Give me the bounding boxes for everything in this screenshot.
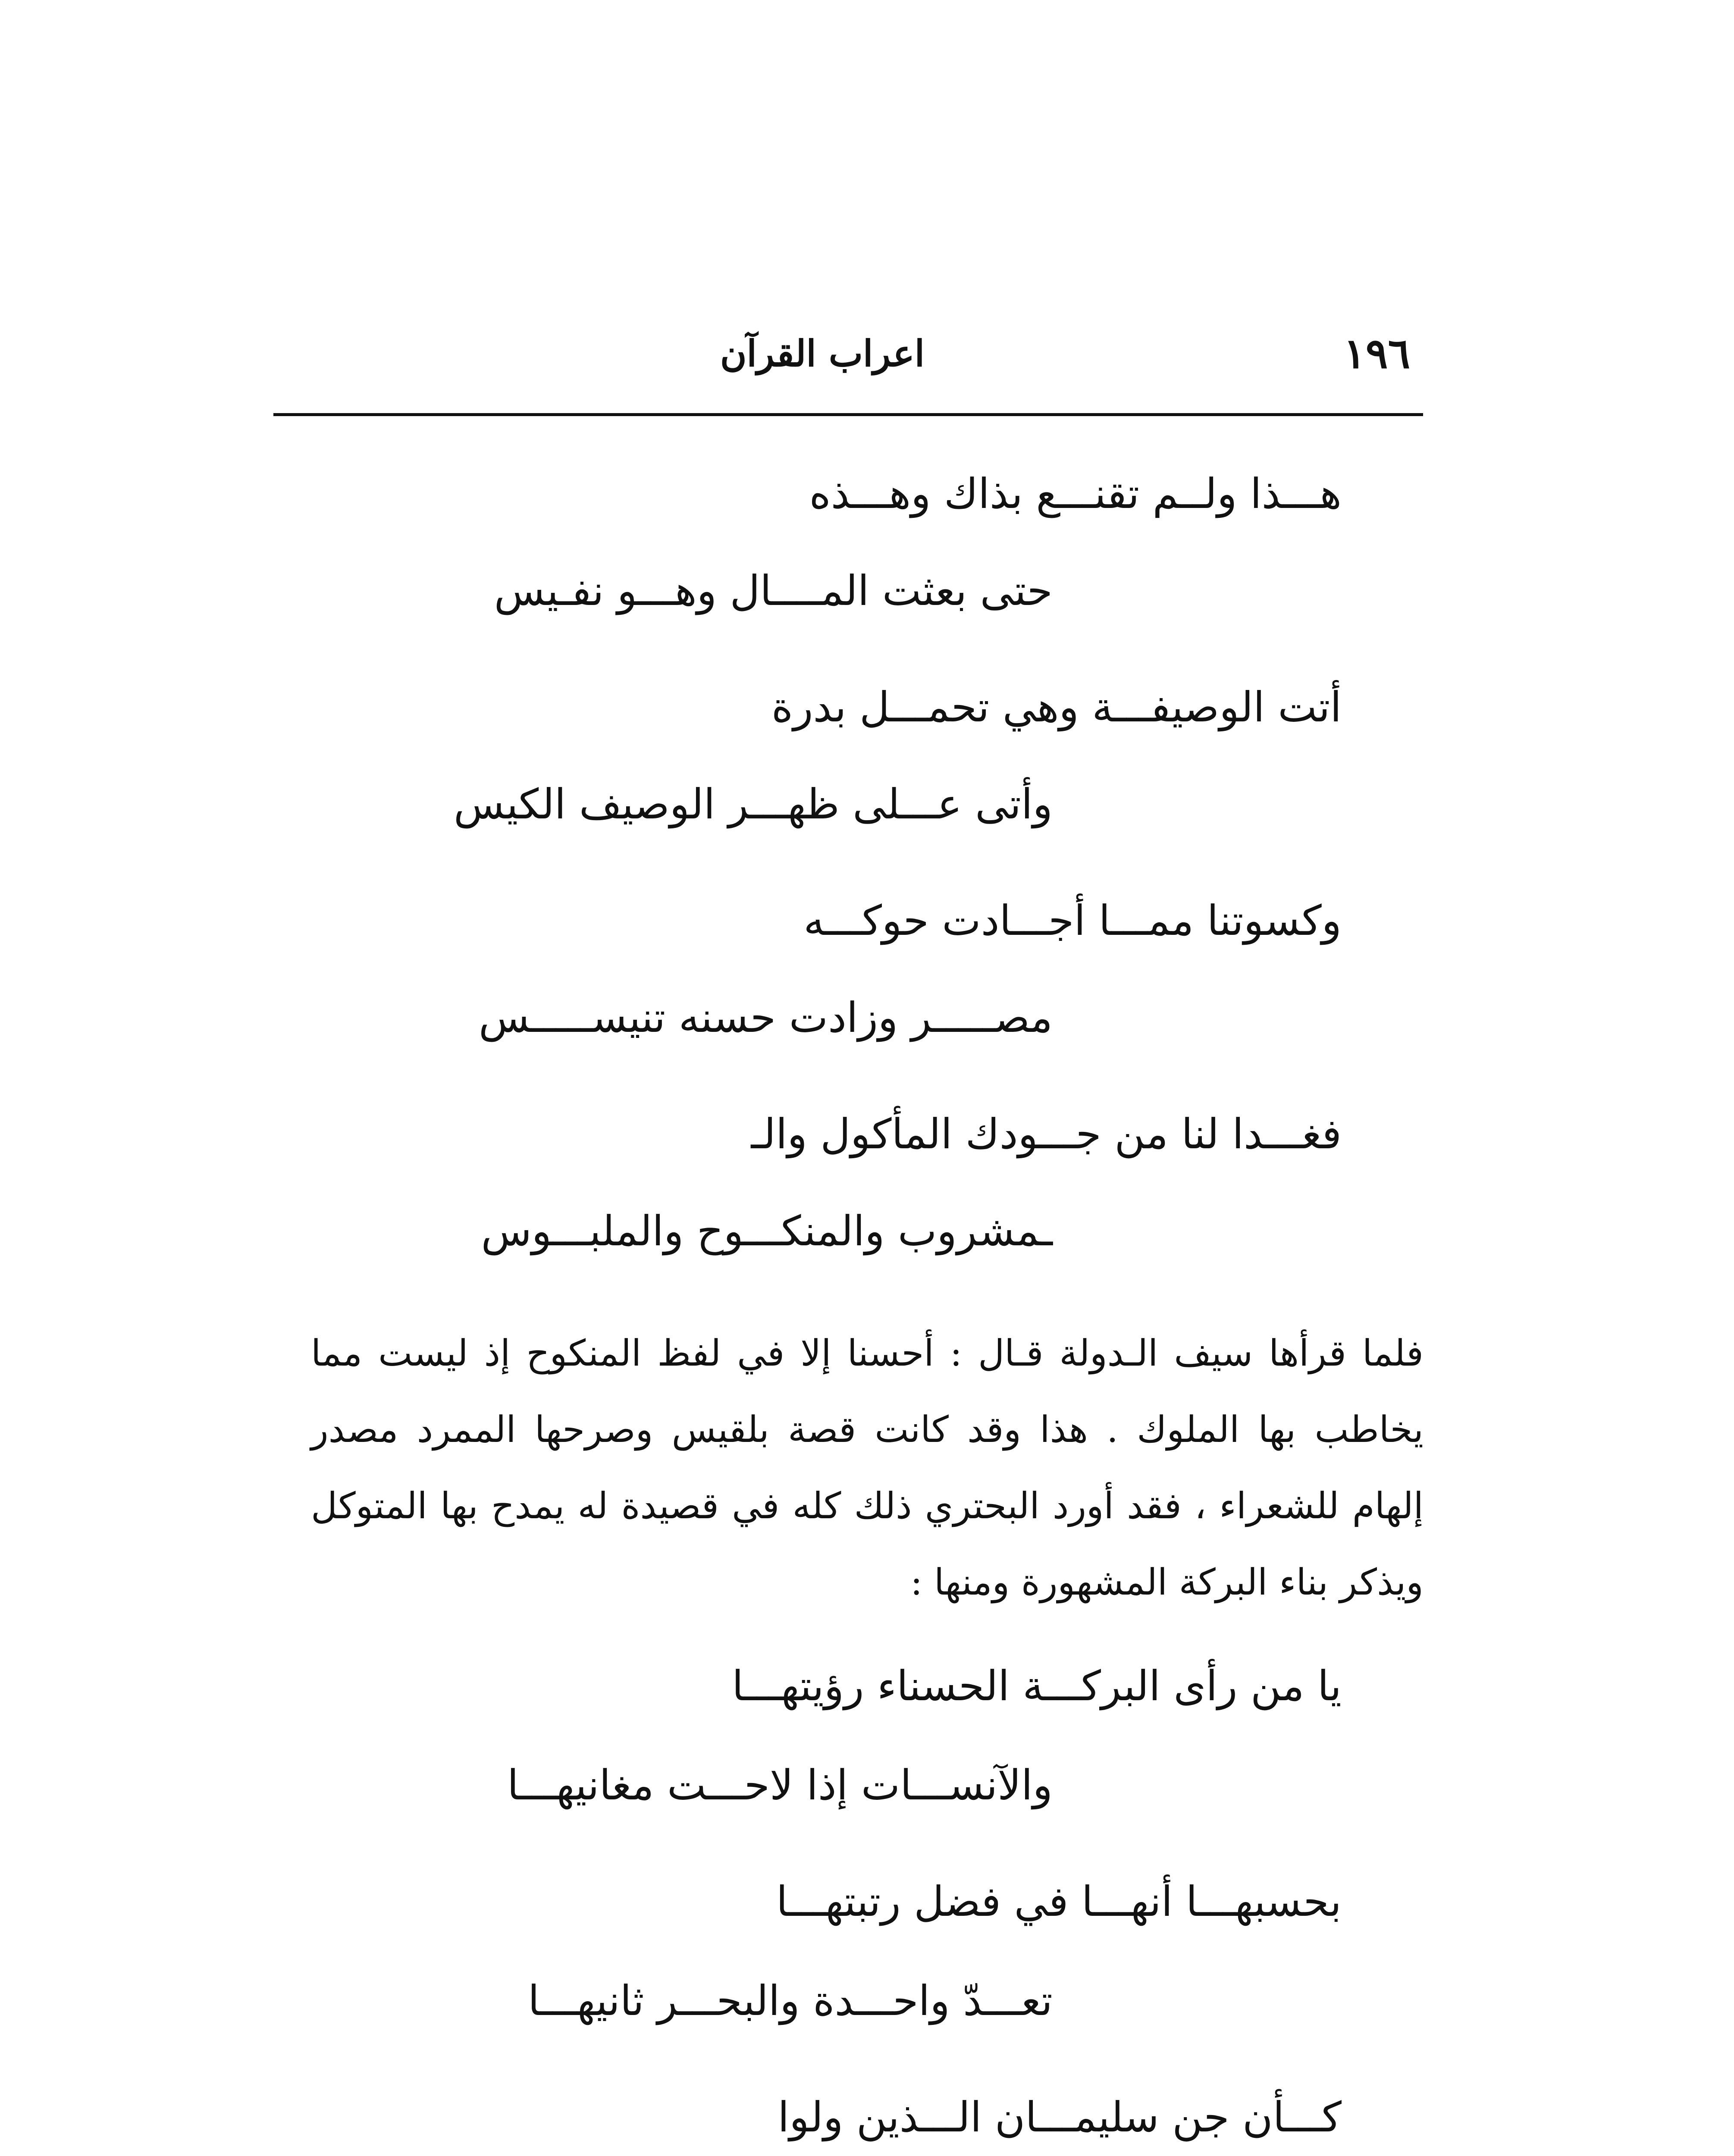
page-header: [273, 328, 1423, 379]
header-rule: [273, 413, 1423, 416]
prose-paragraph: [311, 1315, 1424, 1620]
poem1-hemistich-6: مصـــــر وزادت حسنه تنيســـــس: [478, 993, 1053, 1042]
page-number: ١٩٦: [1343, 329, 1410, 378]
poem2-hemistich-1: يا من رأى البركـــة الحسناء رؤيتهـــا: [732, 1662, 1342, 1710]
poem1-hemistich-1: هـــذا ولــم تقنـــع بذاك وهـــذه: [809, 470, 1342, 518]
poem1-hemistich-8: ـمشروب والمنكـــوح والملبـــوس: [481, 1207, 1053, 1255]
poem1-hemistich-7: فغـــدا لنا من جـــودك المأكول والـ: [751, 1110, 1342, 1158]
running-title: اعراب القرآن: [720, 332, 925, 375]
poem2-hemistich-3: بحسبهـــا أنهـــا في فضل رتبتهـــا: [776, 1877, 1342, 1926]
poem1-hemistich-5: وكسوتنا ممـــا أجـــادت حوكـــه: [803, 896, 1342, 945]
prose-text: فلما قرأها سيف الـدولة قـال : أحسنا إلا في لفظ المنكوح إذ ليست مما يخاطب بها الملوك . هذا وقد كانت قصة بلقيس وصرحها الممرد مصدر إلهام للشعراء ، فقد أورد البحتري ذلك كله في قصيدة له يمدح بها المتوكل ويذكر بناء البركة المشهورة ومنها :: [311, 1332, 1424, 1603]
poem1-hemistich-3: أتت الوصيفـــة وهي تحمـــل بدرة: [771, 683, 1342, 731]
poem1-hemistich-2: حتى بعثت المــــال وهـــو نفـيس: [494, 567, 1053, 615]
poem2-hemistich-4: تعـــدّ واحـــدة والبحـــر ثانيهـــا: [528, 1977, 1053, 2025]
poem1-hemistich-4: وأتى عـــلى ظهـــر الوصيف الكيس: [454, 780, 1053, 828]
poem2-hemistich-2: والآنســـات إذا لاحـــت مغانيهـــا: [507, 1761, 1053, 1809]
poem2-hemistich-5: كـــأن جن سليمـــان الـــذين ولوا: [778, 2093, 1342, 2141]
